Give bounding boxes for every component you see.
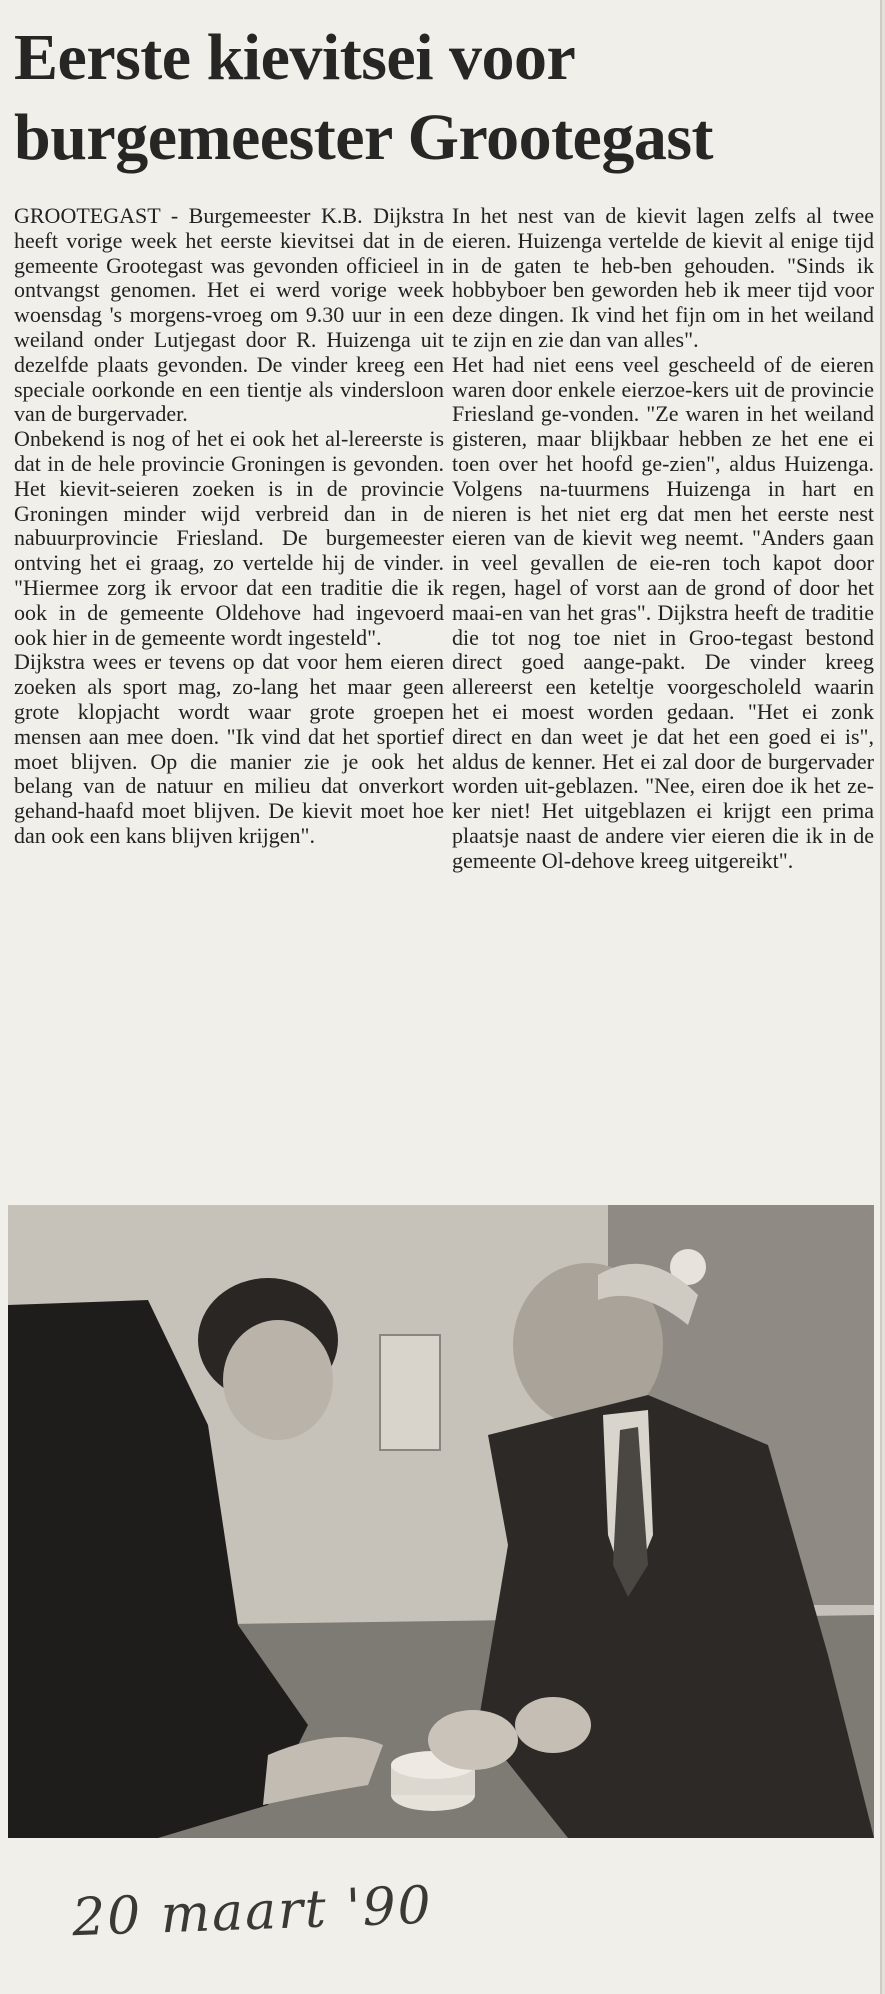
news-photo	[8, 1205, 874, 1838]
article-column-right	[452, 204, 874, 1194]
headline	[14, 18, 874, 178]
photo-illustration	[8, 1205, 874, 1838]
paragraph: Dijkstra wees er tevens op dat voor hem eieren zoeken als sport mag, zo-lang het maar geen grote klopjacht wordt waar grote groepen mensen aan mee doen. "Ik vind dat het sportief moet blijven. Op die manier zie je ook het belang van de natuur en milieu dat onverkort gehand-haafd moet blijven. De kievit moet hoe dan ook een kans blijven krijgen".	[14, 649, 444, 848]
headline-line-2: burgemeester Grootegast	[14, 101, 713, 174]
paragraph: In het nest van de kievit lagen zelfs al twee eieren. Huizenga vertelde de kievit al enige tijd in de gaten te heb-ben gehouden. "Sinds ik hobbyboer ben geworden heb ik meer tijd voor deze dingen. Ik vind het fijn om in het weiland te zijn en zie dan van alles".	[452, 204, 874, 352]
paragraph: GROOTEGAST - Burgemeester K.B. Dijkstra heeft vorige week het eerste kievitsei dat in de gemeente Grootegast was gevonden officieel in ontvangst genomen. Het ei werd vorige week woensdag 's morgens-vroeg om 9.30 uur in een weiland onder Lutjegast door R. Huizenga uit dezelfde plaats gevonden. De vinder kreeg een speciale oorkonde en een tientje als vindersloon van de burgervader.	[14, 204, 444, 427]
handwritten-date: 20 maart '90	[71, 1875, 434, 1949]
headline-line-1: Eerste kievitsei voor	[14, 21, 576, 94]
paragraph: Het had niet eens veel gescheeld of de eieren waren door enkele eierzoe-kers uit de provincie Friesland ge-vonden. "Ze waren in het weiland gisteren, maar blijkbaar hebben ze het ene ei toen over het hoofd ge-zien", aldus Huizenga. Volgens na-tuurmens Huizenga in hart en nieren is het niet erg dat men het eerste nest eieren van de kievit weg neemt. "Anders gaan in veel gevallen de eie-ren toch kapot door regen, hagel of vorst aan de grond of door het maai-en van het gras". Dijkstra heeft de traditie die tot nog toe niet in Groo-tegast bestond direct goed aange-pakt. De vinder kreeg allereerst een keteltje voorgescholeld waarin het ei moest worden gedaan. "Het ei zonk direct en dan weet je dat het een goed ei is", aldus de kenner. Het ei zal door de burgervader worden uit-geblazen. "Nee, eiren doe ik het ze-ker niet! Het uitgeblazen ei krijgt een prima plaatsje naast de andere vier eieren die ik in de gemeente Ol-dehove kreeg uitgereikt".	[452, 351, 874, 873]
paragraph: Onbekend is nog of het ei ook het al-lereerste is dat in de hele provincie Groningen is gevonden. Het kievit-seieren zoeken is in de provincie Groningen minder wijd verbreid dan in de nabuurprovincie Friesland. De burgemeester ontving het ei graag, zo vertelde hij de vinder. "Hiermee zorg ik ervoor dat een traditie die ik ook in de gemeente Oldehove had ingevoerd ook hier in de gemeente wordt ingesteld".	[14, 426, 444, 650]
article-column-left	[14, 204, 444, 1194]
